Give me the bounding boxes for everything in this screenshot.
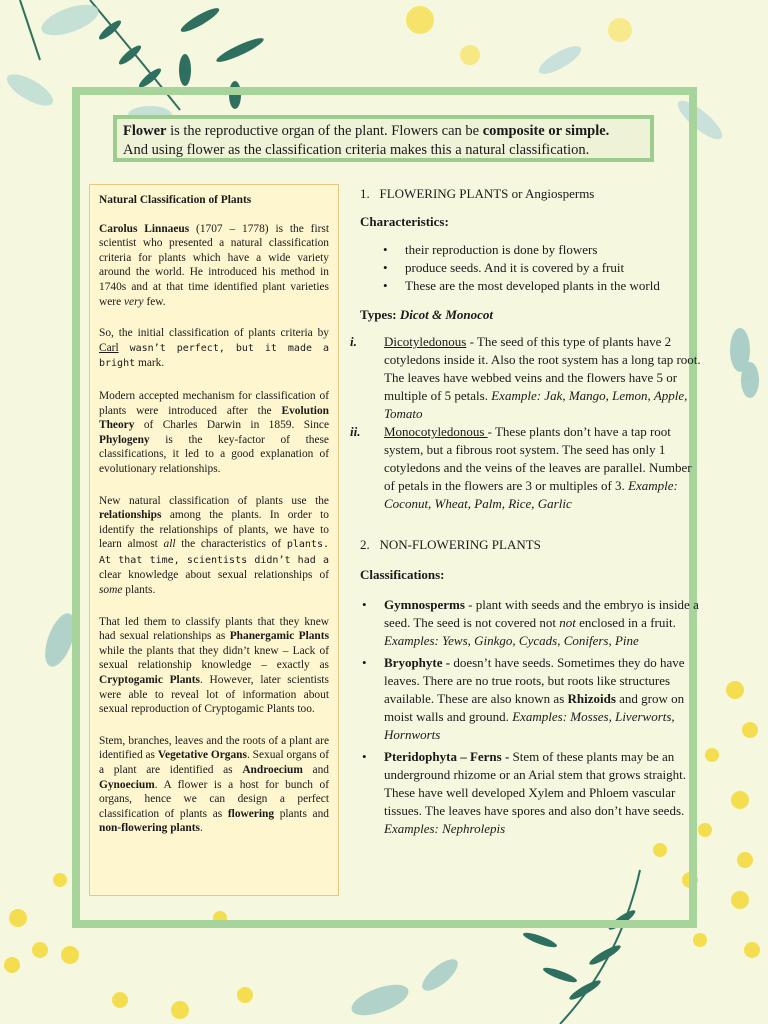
paragraph-relationships: New natural classification of plants use the relationships among the plants. In order to identify the relationships of plants, we have to learn almost all the characteristics of plants. At that time, scientists didn’t had a clear knowledge about sexual relationships of some plants. bbox=[99, 494, 329, 597]
paragraph-linnaeus: Carolus Linnaeus (1707 – 1778) is the first scientist who presented a natural classification criteria for plants which have a wide variety around the world. He introduced his method in 1740s and at that time identified plant varieties were very few. bbox=[99, 222, 329, 308]
intro-term: Flower bbox=[123, 123, 167, 139]
leaves-right-icon bbox=[730, 328, 759, 398]
box-title: Natural Classification of Plants bbox=[99, 194, 252, 206]
non-flowering-list bbox=[360, 596, 705, 838]
heading-flowering-plants: 1. FLOWERING PLANTS or Angiosperms bbox=[360, 186, 595, 201]
types-heading: Types: Dicot & Monocot bbox=[360, 307, 494, 322]
paragraph-carl: So, the initial classification of plants criteria by Carl wasn’t perfect, but it made a bright mark. bbox=[99, 327, 329, 370]
heading-non-flowering-plants: 2. NON-FLOWERING PLANTS bbox=[360, 537, 541, 552]
intro-term-2: composite or simple. bbox=[482, 123, 610, 139]
types-list bbox=[350, 333, 705, 513]
intro-box bbox=[113, 115, 654, 162]
paragraph-vegetative: Stem, branches, leaves and the roots of a plant are identified as Vegetative Organs. Sexual organs of a plant are identified as Androecium and Gynoecium. A flower is a host for bunch of organs, hence we can design a perfect classification of plants as flowering plants and non-flowering plants. bbox=[99, 734, 329, 835]
list-item: i. Dicotyledonous - The seed of this type of plants have 2 cotyledons inside it. Also the root system has a long tap root. The leaves have webbed veins and the flowers have 5 or multiple of 5 petals. Example: Jak, Mango, Lemon, Apple, Tomato bbox=[350, 334, 701, 421]
list-item: ii. Monocotyledonous - These plants don’t have a tap root system, but a fibrous root system. The seed has only 1 cotyledons and the veins of the leaves are parallel. Number of petals in the flowers are 3 or multiples of 3. Example: Coconut, Wheat, Palm, Rice, Garlic bbox=[350, 424, 692, 511]
right-column bbox=[350, 185, 705, 838]
paragraph-phanergamic: That led them to classify plants that they knew had sexual relationships as Phanergamic Plants while the plants that they didn’t knew – Lack of sexual relationship knowledge – exactly as Cryptogamic Plants. However, later scientists were able to reveal lot of information about sexual reproduction of Cryptogamic Plants too. bbox=[99, 615, 329, 716]
classifications-label: Classifications: bbox=[360, 567, 445, 582]
paragraph-darwin: Modern accepted mechanism for classification of plants were introduced after the Evolution Theory of Charles Darwin in 1859. Since Phylogeny is the key-factor of these classifications, it led to a good explanation of evolutionary relationships. bbox=[99, 389, 329, 475]
intro-text-1: is the reproductive organ of the plant. Flowers can be bbox=[166, 123, 483, 139]
list-item: • Pteridophyta – Ferns - Stem of these plants may be an underground rhizome or an Arial stem that grows straight. These have well developed Xylem and Phloem vascular tissues. The leaves have spores and also don’t have seeds. Examples: Nephrolepis bbox=[360, 748, 705, 838]
list-item: • Gymnosperms - plant with seeds and the embryo is inside a seed. The seed is not covered not not enclosed in a fruit. Examples: Yews, Ginkgo, Cycads, Conifers, Pine bbox=[360, 596, 705, 650]
list-item: • produce seeds. And it is covered by a fruit bbox=[360, 259, 705, 277]
list-item: • Bryophyte - doesn’t have seeds. Sometimes they do have leaves. There are no true roots, but roots like structures available. These are also known as Rhizoids and grow on moist walls and ground. Examples: Mosses, Liverworts, Hornworts bbox=[360, 654, 705, 744]
list-item: • their reproduction is done by flowers bbox=[360, 241, 705, 259]
characteristics-list bbox=[360, 241, 705, 295]
intro-text-2: And using flower as the classification criteria makes this a natural classification. bbox=[123, 142, 590, 158]
characteristics-label: Characteristics: bbox=[360, 214, 449, 229]
natural-classification-box bbox=[89, 184, 339, 896]
list-item: • These are the most developed plants in the world bbox=[360, 277, 705, 295]
